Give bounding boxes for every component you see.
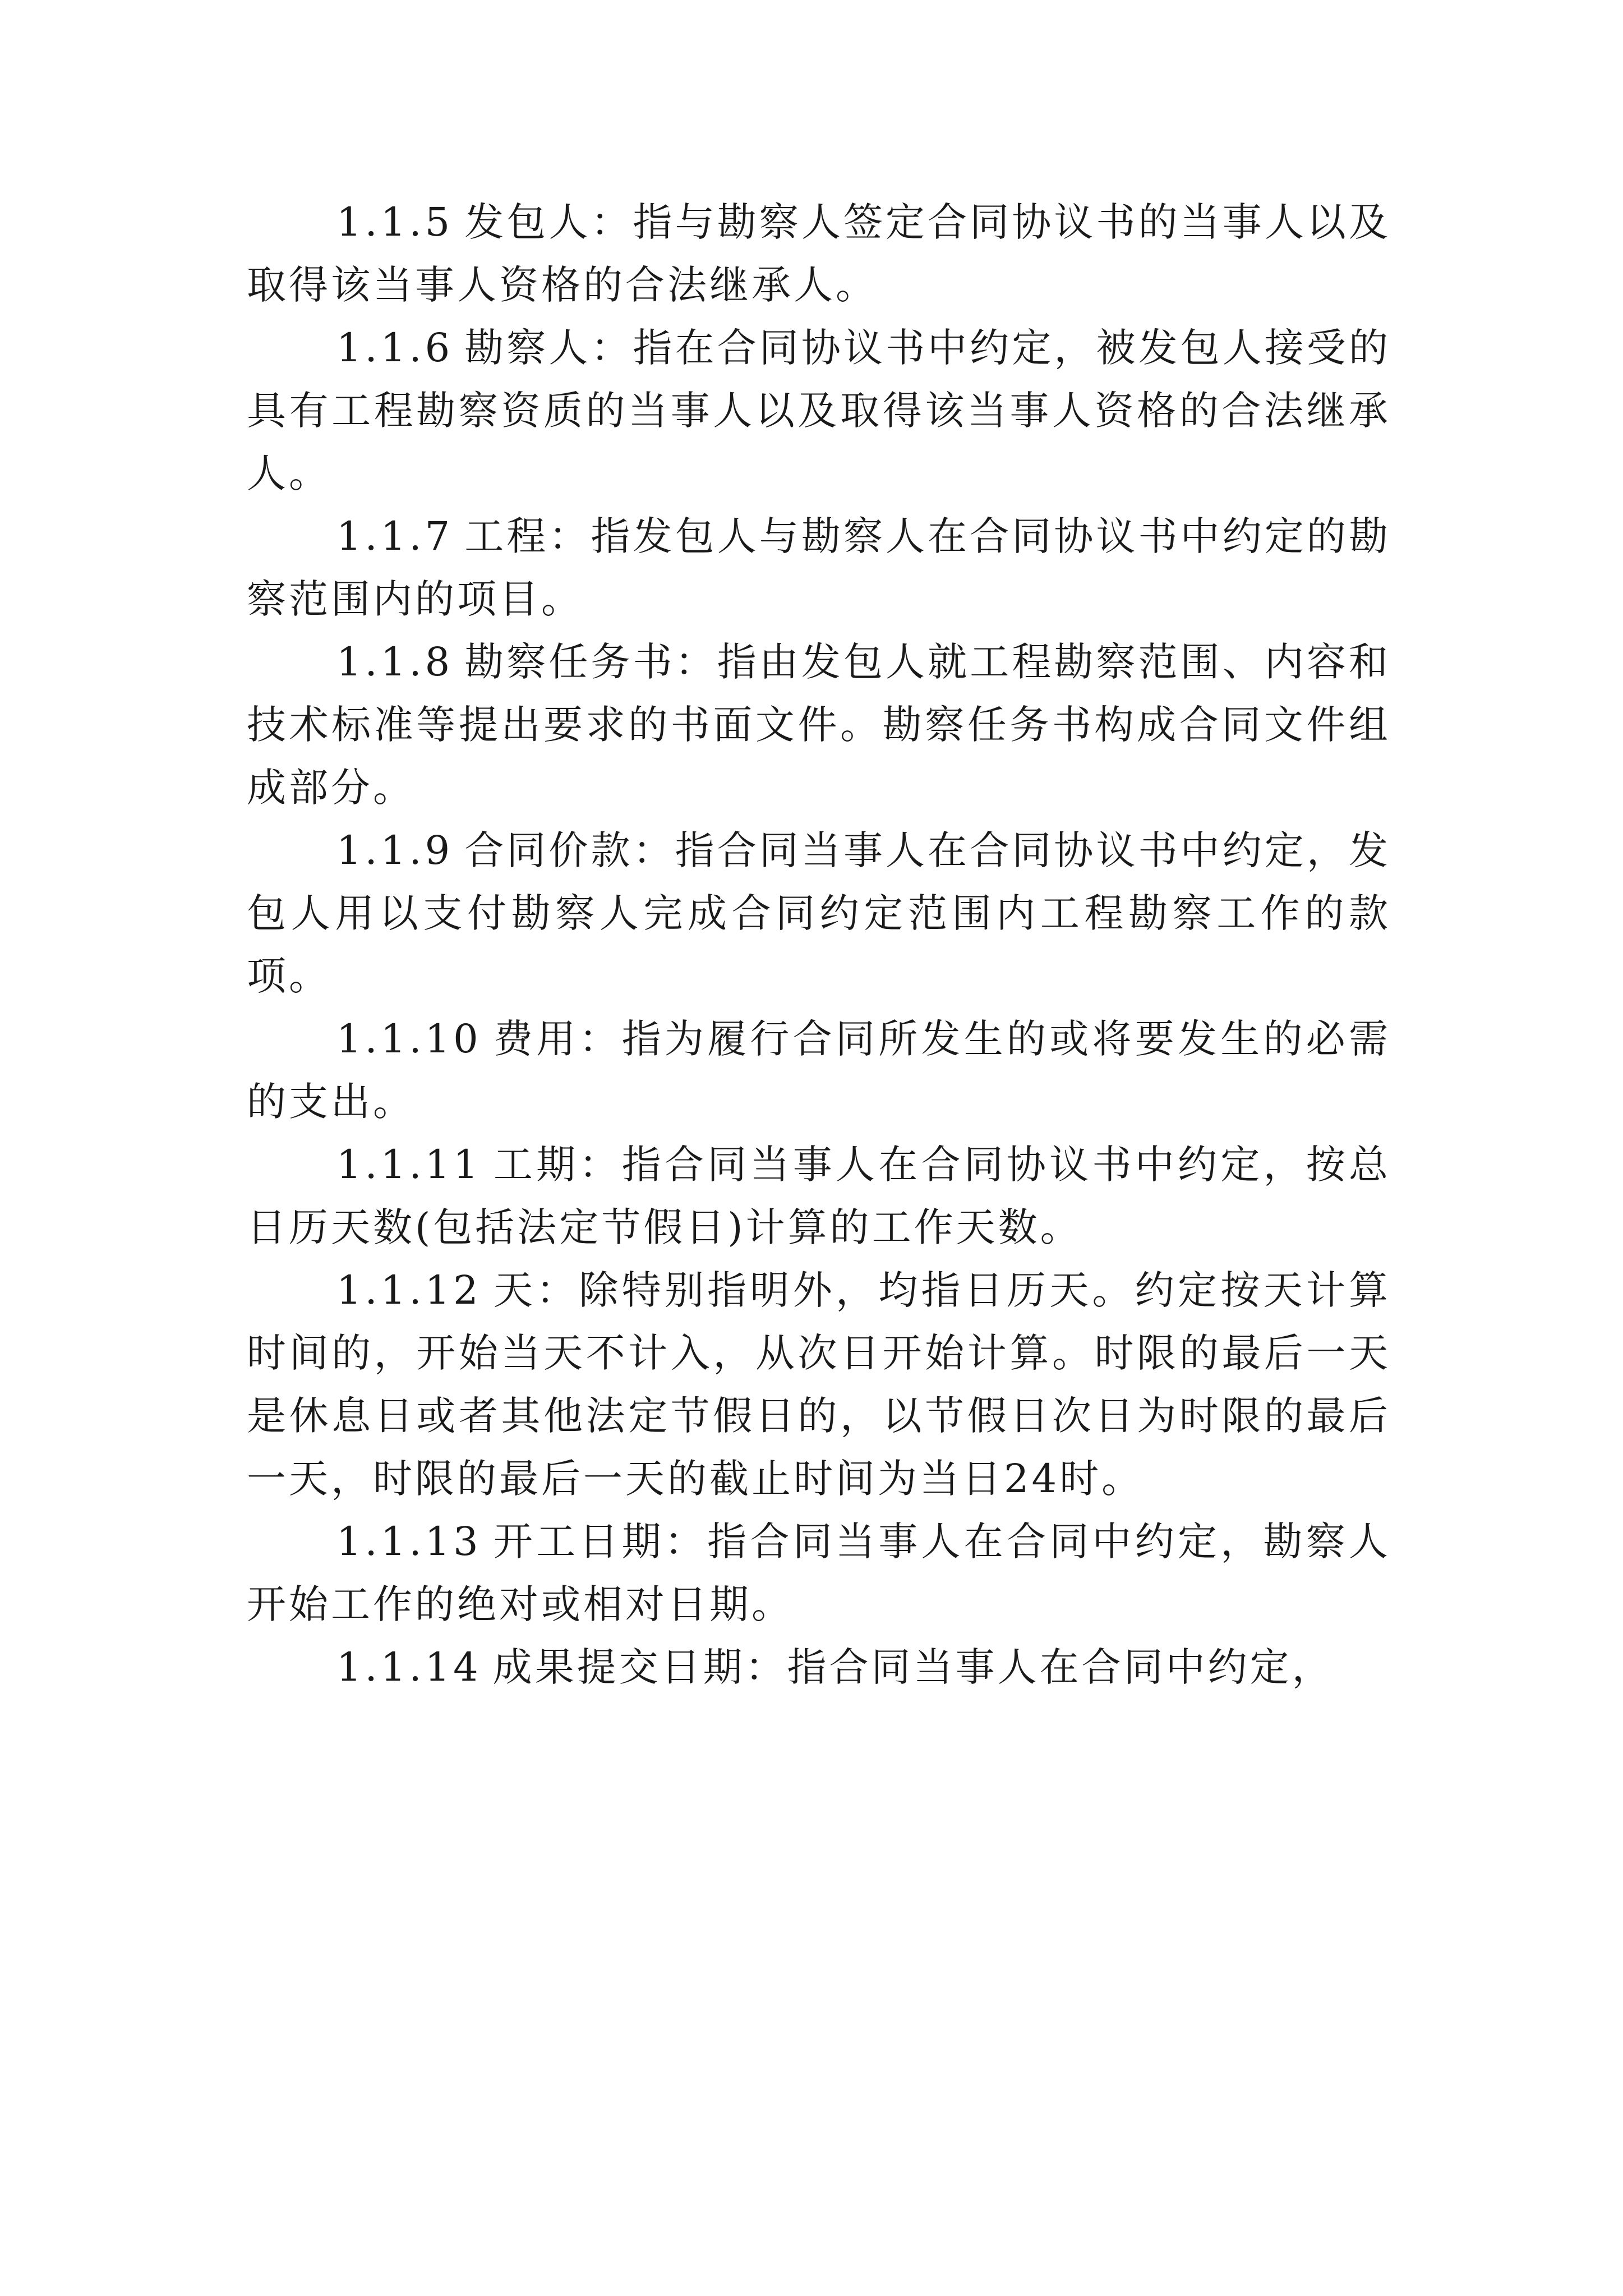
clause-1-1-6 [247,316,1391,505]
clause-1-1-9 [247,819,1391,1007]
clause-1-1-12 [247,1259,1391,1510]
clause-number: 1.1.5 [336,199,454,245]
clause-number: 1.1.9 [336,827,454,873]
clause-text: 开工日期：指合同当事人在合同中约定，勘察人开始工作的绝对或相对日期。 [247,1519,1391,1627]
clause-1-1-14 [247,1636,1391,1699]
clause-number: 1.1.14 [336,1644,482,1690]
clause-text: 合同价款：指合同当事人在合同协议书中约定，发包人用以支付勘察人完成合同约定范围内工程勘察工作的款项。 [247,827,1391,999]
clause-number: 1.1.11 [336,1142,482,1188]
clause-text: 发包人：指与勘察人签定合同协议书的当事人以及取得该当事人资格的合法继承人。 [247,199,1391,308]
clause-number: 1.1.10 [336,1016,482,1062]
clause-number: 1.1.8 [336,639,454,685]
clause-number: 1.1.12 [336,1267,482,1313]
clause-1-1-13 [247,1510,1391,1636]
clause-1-1-11 [247,1133,1391,1259]
clause-text: 工期：指合同当事人在合同协议书中约定，按总日历天数(包括法定节假日)计算的工作天数。 [247,1142,1391,1250]
clause-text: 勘察任务书：指由发包人就工程勘察范围、内容和技术标准等提出要求的书面文件。勘察任务书构成合同文件组成部分。 [247,639,1391,811]
clause-text: 工程：指发包人与勘察人在合同协议书中约定的勘察范围内的项目。 [247,513,1391,622]
clause-1-1-7 [247,505,1391,631]
clause-text: 天：除特别指明外，均指日历天。约定按天计算时间的，开始当天不计入，从次日开始计算。时限的最后一天是休息日或者其他法定节假日的，以节假日次日为时限的最后一天，时限的最后一天的截止时间为当日24时。 [247,1267,1391,1502]
clause-number: 1.1.7 [336,513,454,559]
document-body [247,191,1391,1699]
clause-text: 勘察人：指在合同协议书中约定，被发包人接受的具有工程勘察资质的当事人以及取得该当事人资格的合法继承人。 [247,325,1391,496]
clause-number: 1.1.13 [336,1519,482,1565]
clause-1-1-10 [247,1007,1391,1133]
clause-1-1-5 [247,191,1391,316]
clause-text: 费用：指为履行合同所发生的或将要发生的必需的支出。 [247,1016,1391,1125]
clause-number: 1.1.6 [336,325,454,371]
clause-1-1-8 [247,631,1391,819]
clause-text: 成果提交日期：指合同当事人在合同中约定， [492,1644,1334,1690]
